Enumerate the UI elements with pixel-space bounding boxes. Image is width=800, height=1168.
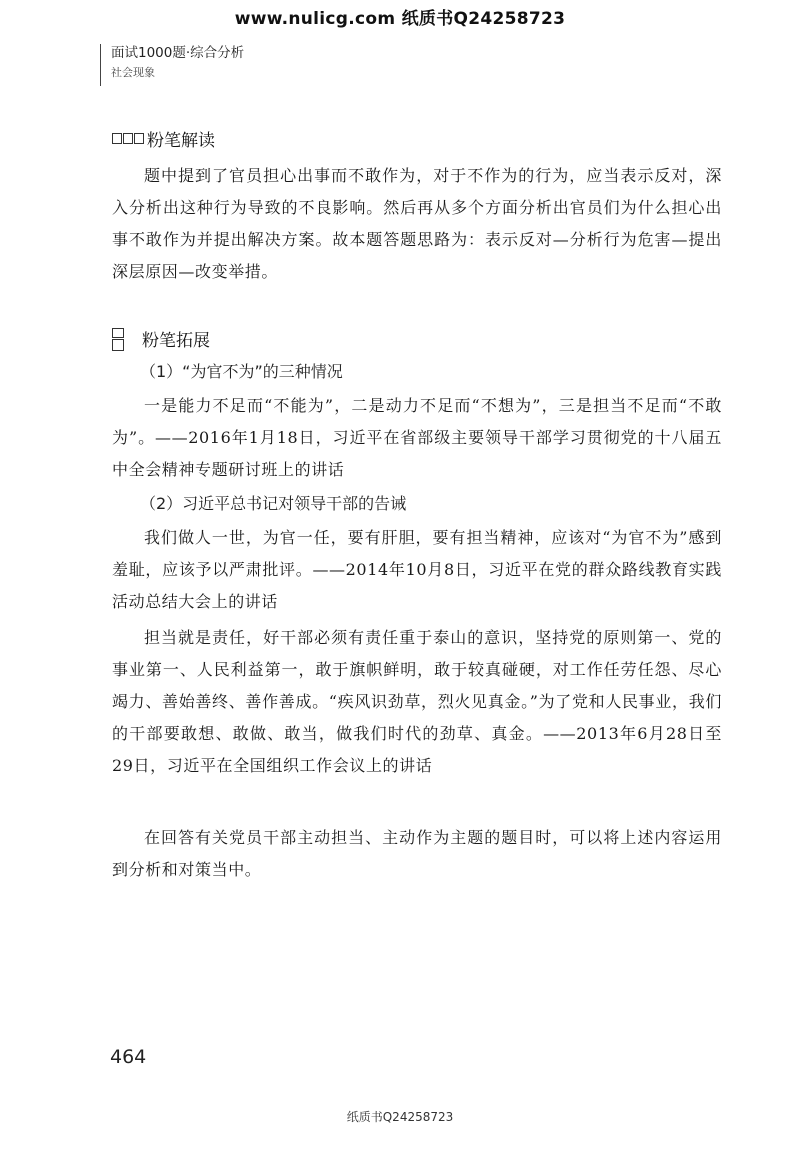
extension-heading-text: 粉笔拓展 — [142, 331, 210, 351]
interpretation-heading-text: 粉笔解读 — [147, 131, 215, 151]
running-header — [100, 44, 411, 86]
chapter-title: 社会现象 — [111, 66, 155, 79]
expand-icon — [112, 328, 124, 350]
item2-body2: 担当就是责任，好干部必须有责任重于泰山的意识，坚持党的原则第一、党的事业第一、人民利益第一，敢于旗帜鲜明，敢于较真碰硬，对工作任劳任怨、尽心竭力、善始善终、善作善成。“疾风识劲草，烈火见真金。”为了党和人民事业，我们的干部要敢想、敢做、敢当，做我们时代的劲草、真金。——2013年6月28日至29日，习近平在全国组织工作会议上的讲话 — [112, 628, 722, 775]
closing-paragraph: 在回答有关党员干部主动担当、主动作为主题的题目时，可以将上述内容运用到分析和对策当中。 — [112, 828, 722, 879]
interpretation-heading — [112, 126, 215, 151]
bottom-watermark: 纸质书Q24258723 — [346, 1110, 454, 1124]
page-number: 464 — [110, 1046, 147, 1068]
book-title: 面试1000题·综合分析 — [111, 45, 245, 61]
item2-label: （2）习近平总书记对领导干部的告诫 — [140, 494, 407, 513]
item1-label: （1）“为官不为”的三种情况 — [140, 362, 343, 381]
item2-body1: 我们做人一世，为官一任，要有肝胆，要有担当精神，应该对“为官不为”感到羞耻，应该予以严肃批评。——2014年10月8日，习近平在党的群众路线教育实践活动总结大会上的讲话 — [112, 528, 722, 611]
book-icon — [112, 133, 144, 144]
top-watermark: www.nulicg.com 纸质书Q24258723 — [234, 9, 566, 29]
extension-heading — [112, 326, 210, 351]
item1-body: 一是能力不足而“不能为”，二是动力不足而“不想为”，三是担当不足而“不敢为”。——2016年1月18日，习近平在省部级主要领导干部学习贯彻党的十八届五中全会精神专题研讨班上的讲话 — [112, 396, 722, 479]
interpretation-body: 题中提到了官员担心出事而不敢作为，对于不作为的行为，应当表示反对，深入分析出这种行为导致的不良影响。然后再从多个方面分析出官员们为什么担心出事不敢作为并提出解决方案。故本题答题思路为：表示反对—分析行为危害—提出深层原因—改变举措。 — [112, 166, 722, 281]
